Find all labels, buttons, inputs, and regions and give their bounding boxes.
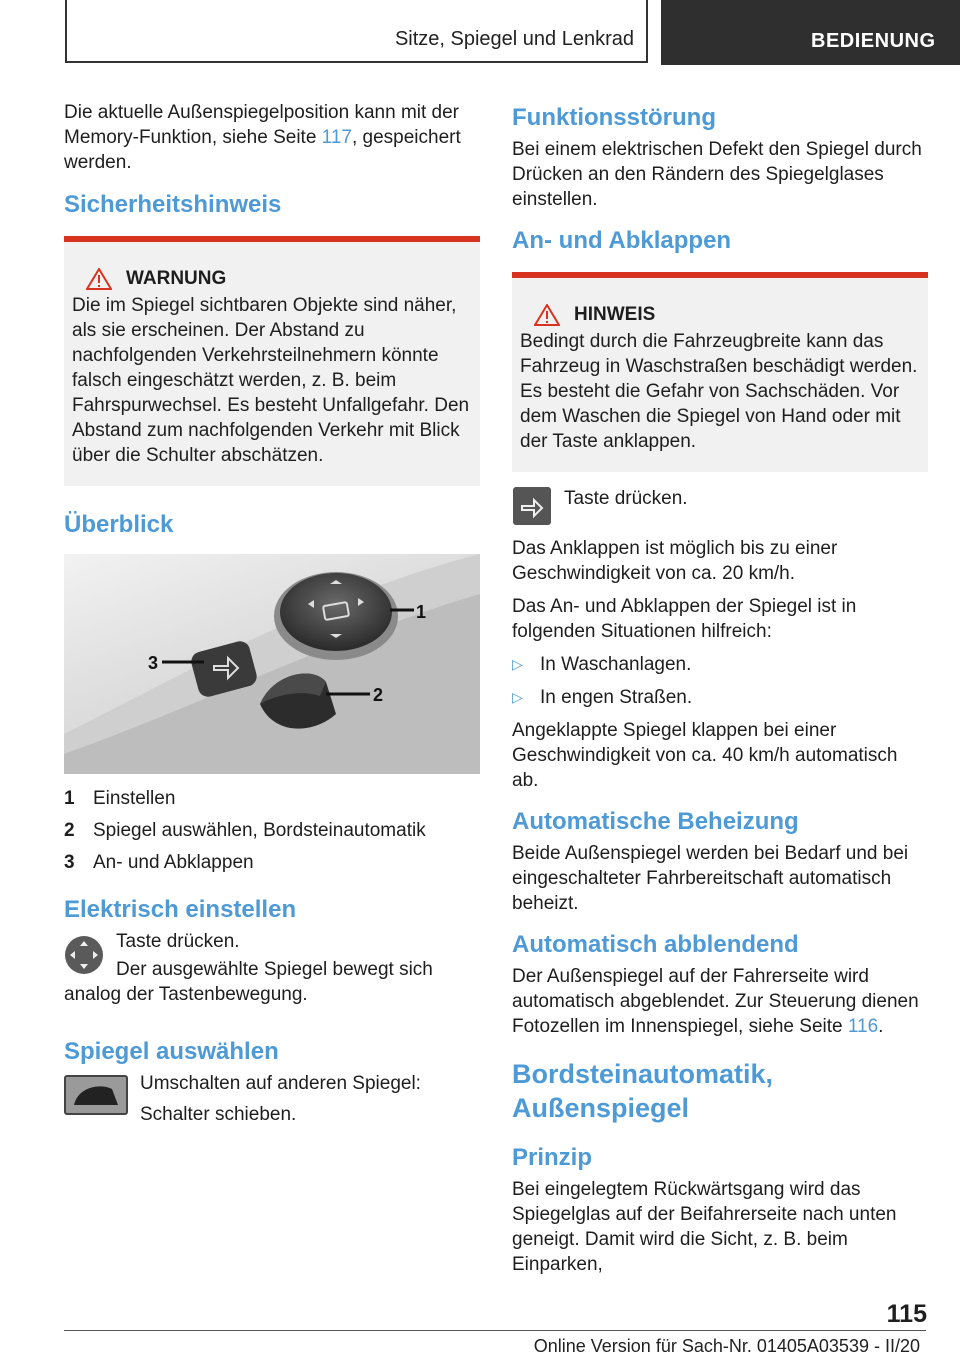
fold-paragraph-1: Das Anklappen ist möglich bis zu einer Geschwindigkeit von ca. 20 km/h.: [512, 538, 838, 584]
adjust-heading: Elektrisch einstellen: [64, 896, 297, 923]
select-step-block: [64, 1071, 480, 1127]
hint-box: [512, 272, 928, 472]
page-number: 115: [886, 1300, 927, 1328]
bullet-triangle-icon: ▷: [512, 689, 523, 705]
warning-label: WARNUNG: [126, 268, 227, 289]
right-column: [512, 103, 928, 1285]
legend-item: [64, 850, 480, 875]
legend-number: 2: [64, 820, 75, 841]
bullet-item: [512, 685, 928, 710]
hint-text: Bedingt durch die Fahrzeugbreite kann das Fahrzeug in Waschstraßen beschädigt werden. Es besteht die Gefahr von Sachschäden. Vor dem Waschen die Spiegel von Hand oder mit der Taste anklappen.: [520, 331, 918, 452]
fold-step-block: [512, 486, 928, 532]
figure-callout-1: 1: [416, 602, 427, 622]
section-tab: BEDIENUNG: [661, 0, 960, 65]
overview-heading: Überblick: [64, 511, 174, 538]
legend-text: Spiegel auswählen, Bordsteinautomatik: [93, 820, 426, 841]
select-step-2: Schalter schieben.: [140, 1104, 297, 1125]
left-column: [64, 100, 480, 1135]
hint-header: [520, 302, 920, 327]
warning-triangle-icon: [86, 268, 112, 290]
figure-callout-3: 3: [148, 653, 159, 673]
adjust-result: Der ausgewählte Spiegel bewegt sich analog der Tastenbewegung.: [64, 959, 433, 1005]
dim-heading: Automatisch abblendend: [512, 931, 799, 958]
heat-text: Beide Außenspiegel werden bei Bedarf und bei eingeschalteter Fahrbereitschaft automatisch beheizt.: [512, 843, 909, 914]
legend-number: 3: [64, 852, 75, 873]
fold-paragraph-3: Angeklappte Spiegel klappen bei einer Geschwindigkeit von ca. 40 km/h automatisch ab.: [512, 720, 898, 791]
page-link-116[interactable]: 116: [847, 1016, 879, 1037]
legend-text: An- und Abklappen: [93, 852, 254, 873]
header-frame: [65, 0, 648, 63]
fold-step: Taste drücken.: [564, 488, 688, 509]
intro-text-end: , gespeichert werden.: [64, 127, 461, 173]
bullet-text: In Waschanlagen.: [540, 654, 692, 675]
bullet-text: In engen Straßen.: [540, 687, 693, 708]
legend-number: 1: [64, 788, 75, 809]
direction-pad-icon: [64, 935, 104, 975]
warning-box: [64, 236, 480, 486]
dim-paragraph: [512, 964, 928, 1039]
mirror-switch-icon: [64, 1075, 128, 1115]
online-version-note: Online Version für Sach-Nr. 01405A03539 - II/20: [533, 1336, 920, 1356]
adjust-step-block: [64, 929, 480, 975]
legend-item: [64, 818, 480, 843]
footer-divider: [64, 1330, 926, 1331]
mirror-control-figure: [64, 554, 480, 774]
fault-text: Bei einem elektrischen Defekt den Spiegel durch Drücken an den Rändern des Spiegelglases einstellen.: [512, 139, 922, 210]
dim-text: Der Außenspiegel auf der Fahrerseite wird automatisch abgeblendet. Zur Steuerung dienen Fotozellen im Innenspiegel, siehe Seite: [512, 966, 919, 1037]
mirror-control-illustration: [64, 554, 480, 774]
chapter-title: Sitze, Spiegel und Lenkrad: [394, 28, 634, 50]
fold-mirror-button-icon: [512, 486, 552, 526]
curb-heading: Bordsteinautomatik, Außenspiegel: [512, 1059, 774, 1123]
heat-heading: Automatische Beheizung: [512, 808, 799, 835]
select-step-1: Umschalten auf anderen Spiegel:: [140, 1073, 421, 1094]
fold-paragraph-2: Das An- und Abklappen der Spiegel ist in folgenden Situationen hilfreich:: [512, 596, 857, 642]
safety-heading: Sicherheitshinweis: [64, 191, 282, 218]
adjust-step: Taste drücken.: [116, 931, 240, 952]
figure-callout-2: 2: [373, 685, 384, 705]
warning-text: Die im Spiegel sichtbaren Objekte sind näher, als sie erscheinen. Der Abstand zu nachfolgenden Verkehrsteilnehmern könnte falsch eingeschätzt werden, z. B. beim Fahrspurwechsel. Es besteht Unfallgefahr. Den Abstand zum nachfolgenden Verkehr mit Blick über die Schulter abschätzen.: [72, 295, 470, 466]
principle-heading: Prinzip: [512, 1144, 593, 1171]
principle-text: Bei eingelegtem Rückwärtsgang wird das Spiegelglas auf der Beifahrerseite nach unten geneigt. Damit wird die Sicht, z. B. beim Einparken,: [512, 1179, 897, 1275]
hint-label: HINWEIS: [574, 304, 656, 325]
warning-triangle-icon: [534, 304, 560, 326]
intro-text: Die aktuelle Außenspiegelposition kann mit der Memory-Funktion, siehe Seite: [64, 102, 460, 148]
fault-heading: Funktionsstörung: [512, 104, 716, 131]
figure-legend: [64, 786, 480, 875]
fold-heading: An- und Abklappen: [512, 227, 732, 254]
legend-text: Einstellen: [93, 788, 176, 809]
warning-header: [72, 266, 472, 291]
legend-item: [64, 786, 480, 811]
intro-paragraph: [64, 100, 480, 175]
page-link-117[interactable]: 117: [321, 127, 352, 148]
dim-text-end: .: [878, 1016, 884, 1037]
bullet-triangle-icon: ▷: [512, 656, 523, 672]
bullet-item: [512, 652, 928, 677]
select-heading: Spiegel auswählen: [64, 1038, 279, 1065]
